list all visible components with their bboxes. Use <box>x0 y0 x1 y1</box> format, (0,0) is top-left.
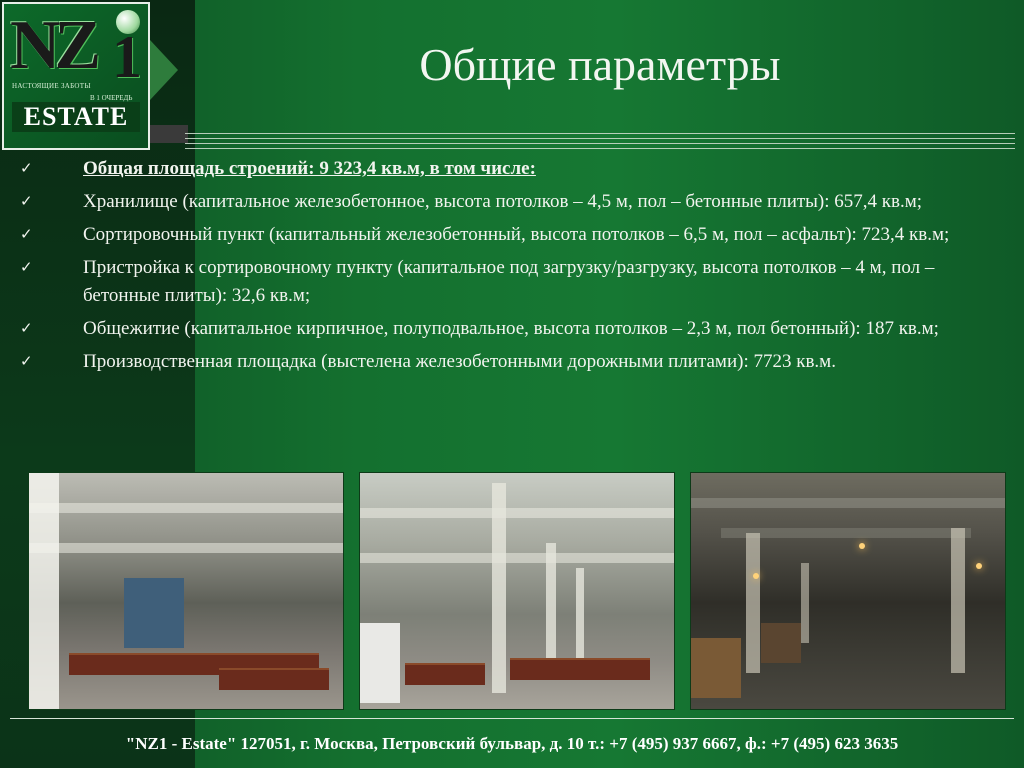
photo-beam <box>360 553 675 563</box>
photo-crates <box>510 658 650 680</box>
photo-pillar <box>746 533 760 673</box>
photo-wall <box>29 473 59 710</box>
title-underline-rules <box>185 133 1015 153</box>
list-item-text: Хранилище (капитальное железобетонное, высота потолков – 4,5 м, пол – бетонные плиты): 657,4 кв.м; <box>83 191 923 212</box>
photo-machine <box>124 578 184 648</box>
photo-lamp <box>976 563 982 569</box>
company-logo <box>2 2 150 150</box>
photo-lamp <box>753 573 759 579</box>
list-item-text: Общая площадь строений: 9 323,4 кв.м, в том числе: <box>83 158 536 179</box>
checkmark-bullet-icon: ✓ <box>20 260 33 276</box>
logo-decoration-wedge <box>150 40 178 100</box>
logo-decoration-block <box>150 125 188 143</box>
list-item <box>20 315 1015 343</box>
list-item-text: Пристройка к сортировочному пункту (капитальное под загрузку/разгрузку, высота потолков – 4 м, пол – бетонные плиты): 32,6 кв.м; <box>83 257 935 306</box>
checkmark-bullet-icon: ✓ <box>20 354 33 370</box>
checkmark-bullet-icon: ✓ <box>20 227 33 243</box>
list-item <box>20 348 1015 376</box>
list-item-text: Производственная площадка (выстелена железобетонными дорожными плитами): 7723 кв.м. <box>83 351 836 372</box>
warehouse-photo-basement <box>690 472 1006 710</box>
photo-pallets <box>761 623 801 663</box>
photo-vehicle <box>360 623 400 703</box>
photo-crates <box>405 663 485 685</box>
photo-pillar <box>576 568 584 668</box>
checkmark-bullet-icon: ✓ <box>20 321 33 337</box>
photo-pallets <box>691 638 741 698</box>
logo-nz-text: NZ <box>10 7 96 84</box>
warehouse-photo-sorting <box>359 472 675 710</box>
checkmark-bullet-icon: ✓ <box>20 161 33 177</box>
logo-estate: ESTATE <box>12 102 140 132</box>
photo-beam <box>29 543 344 553</box>
photo-beam <box>360 508 675 518</box>
slide-title: Общие параметры <box>419 39 781 90</box>
list-item-text: Сортировочный пункт (капитальный железобетонный, высота потолков – 6,5 м, пол – асфальт): 723,4 кв.м; <box>83 224 950 245</box>
photo-pillar <box>492 483 506 693</box>
photo-lamp <box>859 543 865 549</box>
list-item <box>20 254 1015 310</box>
warehouse-photo-storage <box>28 472 344 710</box>
photo-crates <box>219 668 329 690</box>
logo-tagline-2: В 1 ОЧЕРЕДЬ <box>90 94 133 102</box>
logo-tagline-1: НАСТОЯЩИЕ ЗАБОТЫ <box>12 82 91 90</box>
list-item <box>20 155 1015 183</box>
photo-pillar <box>801 563 809 643</box>
photo-beam <box>29 503 344 513</box>
footer-contact: "NZ1 - Estate" 127051, г. Москва, Петровский бульвар, д. 10 т.: +7 (495) 937 6667, ф.: +7 (495) 623 3635 <box>125 734 899 753</box>
photo-beam <box>691 498 1006 508</box>
footer-separator <box>10 718 1014 719</box>
checkmark-bullet-icon: ✓ <box>20 194 33 210</box>
photo-pillar <box>951 528 965 673</box>
list-item <box>20 221 1015 249</box>
list-item-text: Общежитие (капитальное кирпичное, полуподвальное, высота потолков – 2,3 м, пол бетонный): 187 кв.м; <box>83 318 939 339</box>
logo-digit: 1 <box>112 24 142 90</box>
parameters-list <box>20 155 1015 381</box>
photo-pillar <box>546 543 556 673</box>
list-item <box>20 188 1015 216</box>
